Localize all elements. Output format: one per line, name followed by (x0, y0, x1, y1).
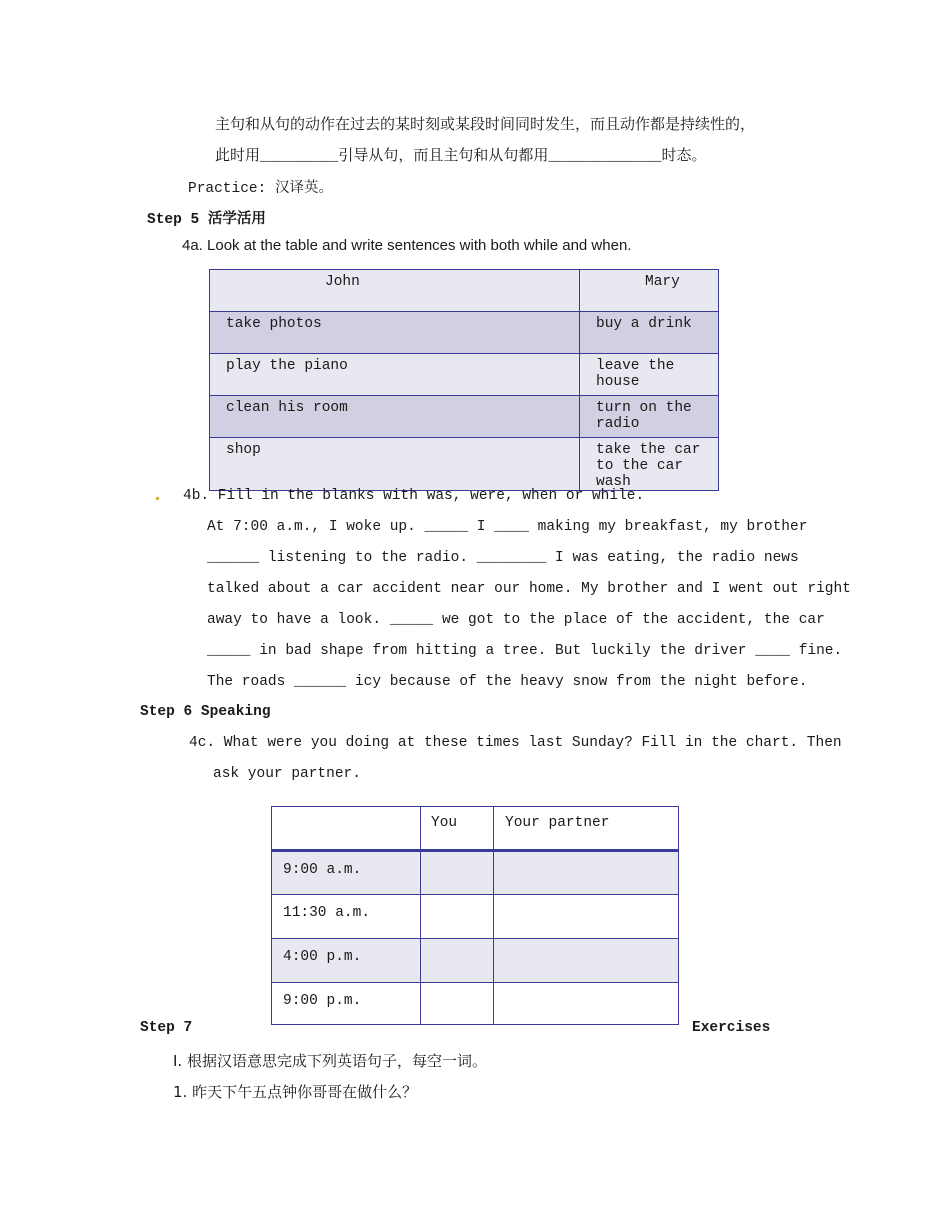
exercise-instruction: I. 根据汉语意思完成下列英语句子，每空一词。 (173, 1052, 487, 1070)
grammar-text-b: 引导从句，而且主句和从句都用 (338, 146, 549, 164)
task-4c-line-1: 4c. What were you doing at these times last Sunday? Fill in the chart. Then (189, 735, 842, 751)
grammar-note-line-2 (215, 144, 707, 165)
passage-line: At 7:00 a.m., I woke up. _____ I ____ making my breakfast, my brother (207, 519, 808, 535)
chart-row (272, 851, 679, 895)
task-4a: 4a. Look at the table and write sentences with both while and when. (182, 237, 632, 254)
chart-header-you: You (421, 807, 494, 851)
john-cell: take photos (210, 312, 580, 354)
chart-header-partner: Your partner (494, 807, 679, 851)
header-mary: Mary (580, 270, 719, 312)
time-chart-table (271, 806, 679, 1025)
blank-tense: _____________ (548, 149, 662, 165)
step5-heading: Step 5 活学活用 (147, 212, 266, 228)
table-row (210, 312, 719, 354)
task-4b: 4b. Fill in the blanks with was, were, when or while. (183, 488, 645, 504)
john-mary-table (209, 269, 719, 491)
mary-cell: buy a drink (580, 312, 719, 354)
chart-row (272, 895, 679, 939)
passage-line: The roads ______ icy because of the heavy snow from the night before. (207, 674, 808, 690)
grammar-text-c: 时态。 (661, 146, 707, 164)
chart-partner-cell[interactable] (494, 983, 679, 1025)
table-row (210, 438, 719, 491)
chart-partner-cell[interactable] (494, 939, 679, 983)
step7-heading: Step 7 (140, 1020, 193, 1036)
chart-time-cell: 4:00 p.m. (272, 939, 421, 983)
passage-line: _____ in bad shape from hitting a tree. But luckily the driver ____ fine. (207, 643, 843, 659)
passage-line: away to have a look. _____ we got to the place of the accident, the car (207, 612, 825, 628)
practice-label: Practice: 汉译英。 (188, 181, 334, 197)
blank-conjunction: _________ (260, 149, 339, 165)
task-4c-line-2: ask your partner. (213, 766, 361, 782)
table-header-row (210, 270, 719, 312)
mary-cell: take the car to the car wash (580, 438, 719, 491)
passage-line: ______ listening to the radio. ________ I was eating, the radio news (207, 550, 799, 566)
chart-you-cell[interactable] (421, 895, 494, 939)
exercises-heading: Exercises (692, 1020, 771, 1036)
chart-header-row (272, 807, 679, 851)
john-cell: clean his room (210, 396, 580, 438)
chart-time-cell: 9:00 p.m. (272, 983, 421, 1025)
chart-partner-cell[interactable] (494, 895, 679, 939)
table-row (210, 396, 719, 438)
grammar-text-a: 此时用 (215, 146, 261, 164)
chart-header-time (272, 807, 421, 851)
chart-time-cell: 9:00 a.m. (272, 851, 421, 895)
chart-row (272, 939, 679, 983)
chart-partner-cell[interactable] (494, 851, 679, 895)
exercise-question-1: 1. 昨天下午五点钟你哥哥在做什么？ (173, 1083, 418, 1101)
john-cell: play the piano (210, 354, 580, 396)
passage-line: talked about a car accident near our home. My brother and I went out right (207, 581, 851, 597)
grammar-note-line-1: 主句和从句的动作在过去的某时刻或某段时间同时发生，而且动作都是持续性的， (215, 115, 756, 133)
chart-time-cell: 11:30 a.m. (272, 895, 421, 939)
decorative-dot (156, 497, 159, 500)
chart-you-cell[interactable] (421, 983, 494, 1025)
mary-cell: leave the house (580, 354, 719, 396)
header-john: John (210, 270, 580, 312)
chart-you-cell[interactable] (421, 851, 494, 895)
john-cell: shop (210, 438, 580, 491)
mary-cell: turn on the radio (580, 396, 719, 438)
chart-you-cell[interactable] (421, 939, 494, 983)
step6-heading: Step 6 Speaking (140, 704, 271, 720)
chart-row (272, 983, 679, 1025)
table-row (210, 354, 719, 396)
